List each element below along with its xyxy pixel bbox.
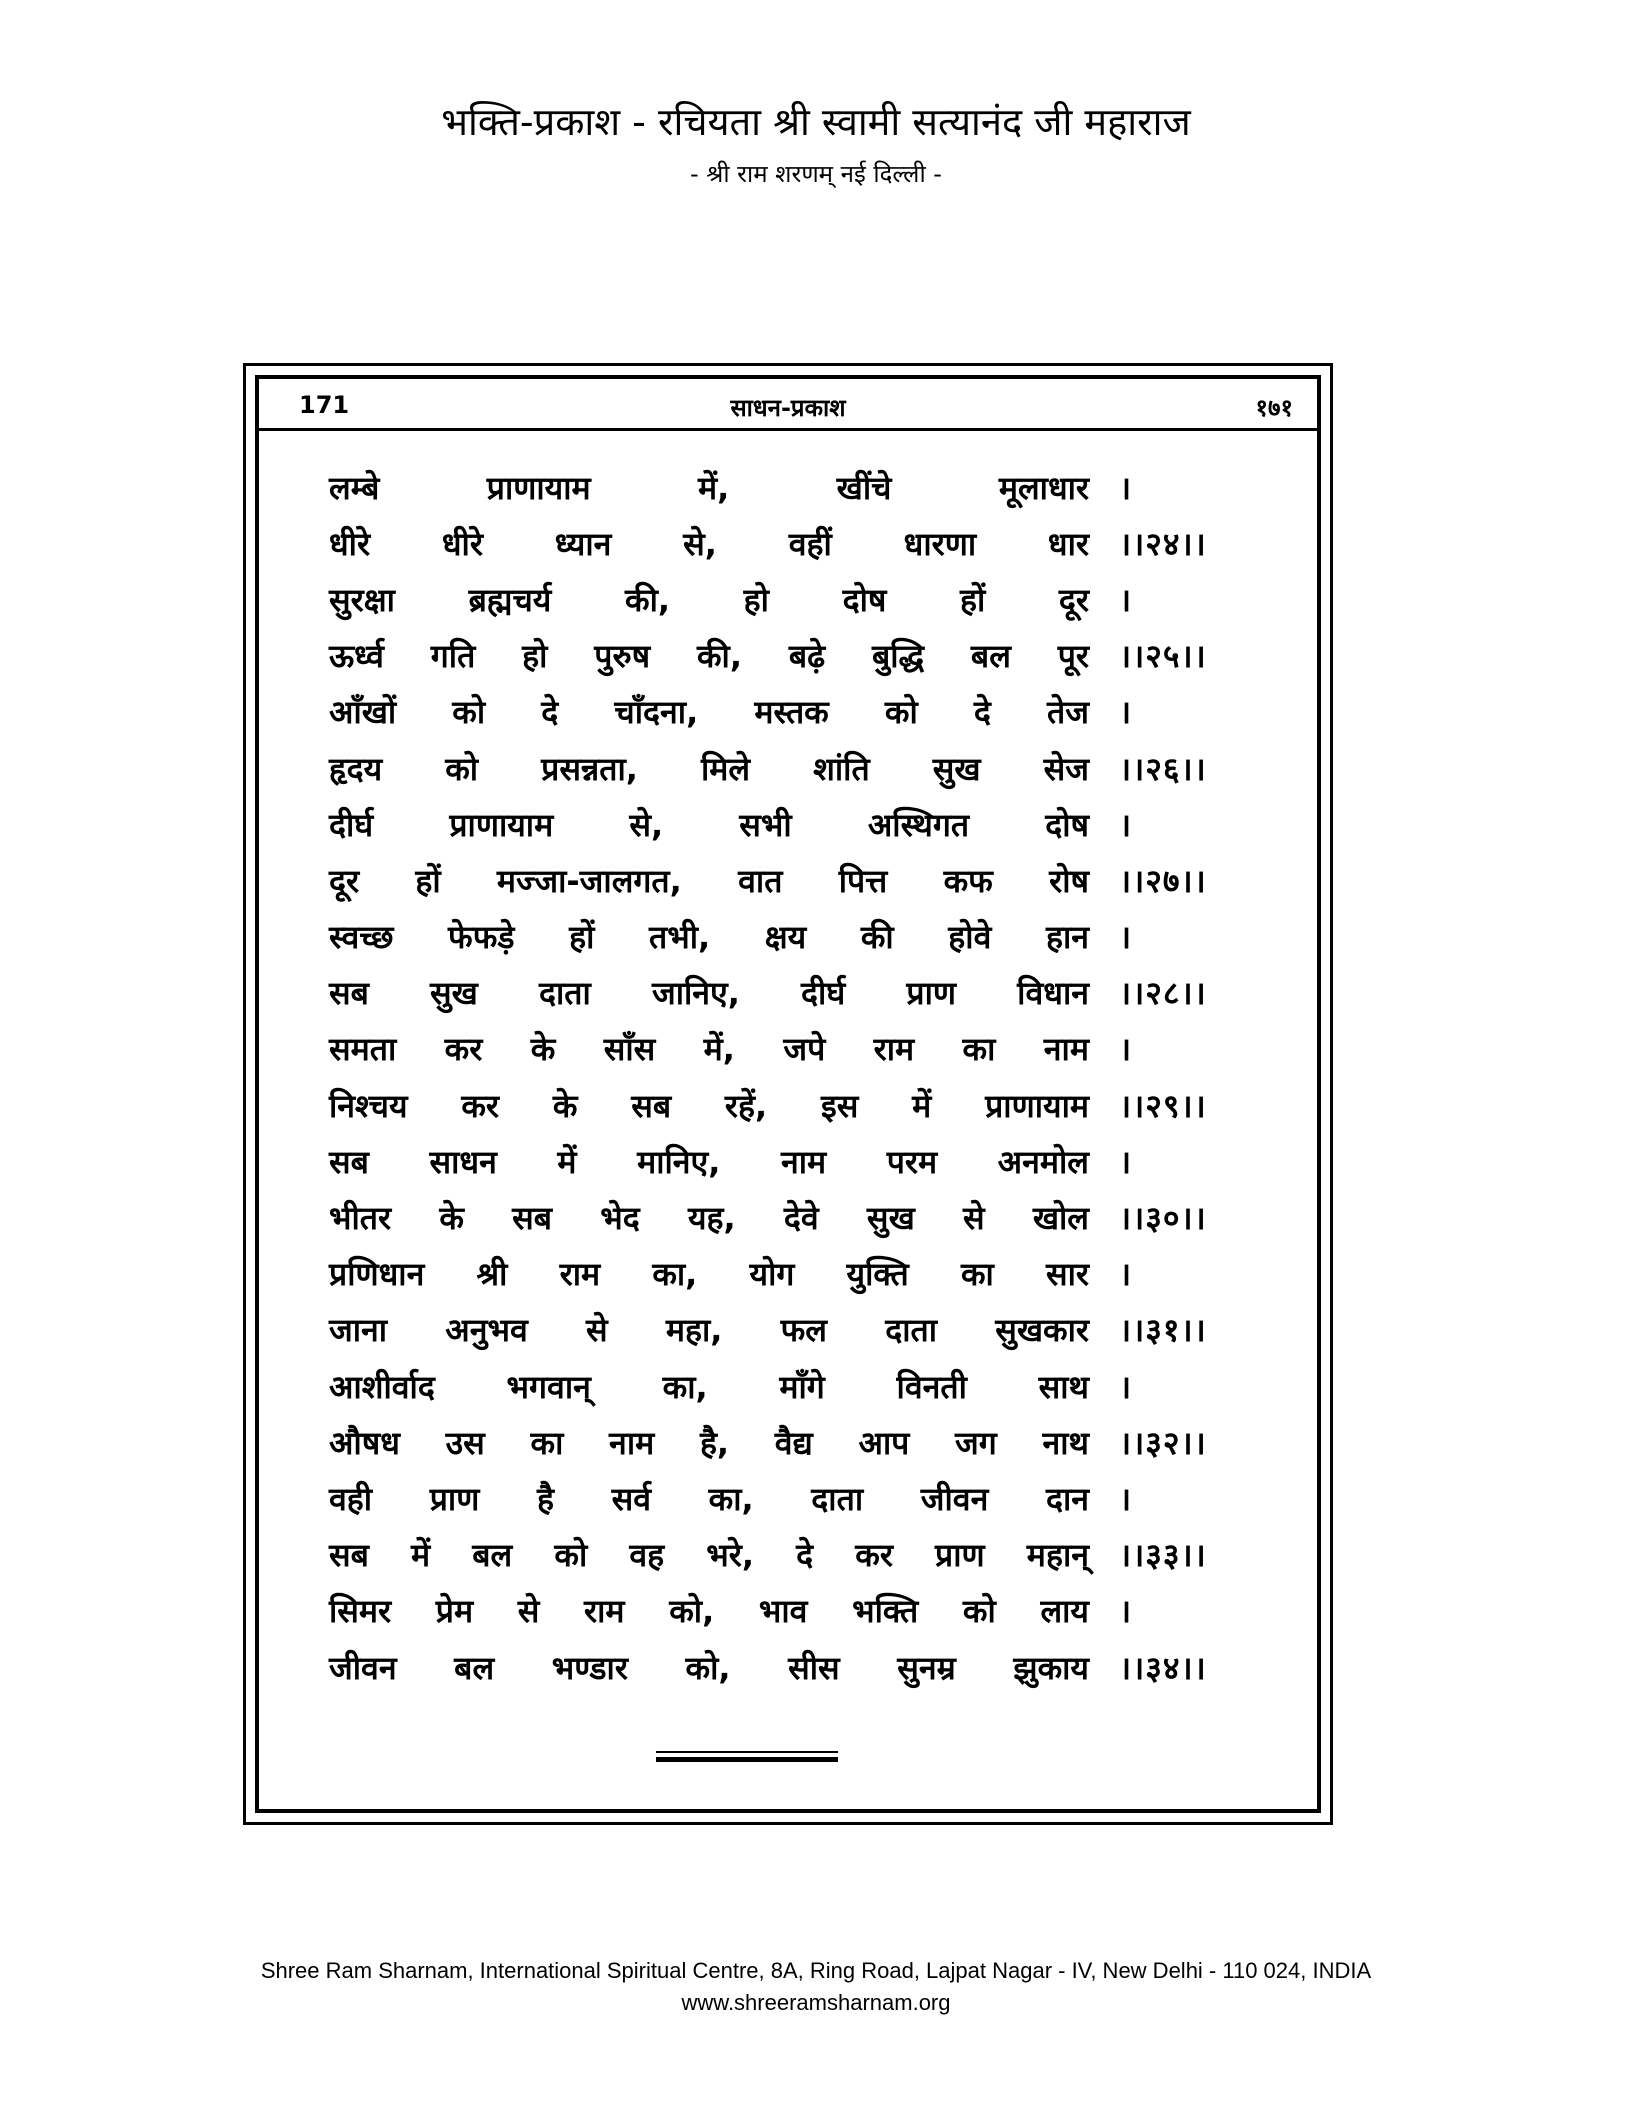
verse-end-mark: । bbox=[1119, 1479, 1133, 1518]
verse-line bbox=[329, 852, 1249, 908]
verse-line bbox=[329, 1470, 1249, 1526]
verse-line bbox=[329, 1583, 1249, 1639]
verse-line bbox=[329, 1414, 1249, 1470]
verse-text: जीवन बल भण्डार को, सीस सुनम्र झुकाय bbox=[329, 1648, 1089, 1687]
verse-number: ।।२४।। bbox=[1119, 524, 1207, 563]
verse-number: ।।२८।। bbox=[1119, 974, 1207, 1013]
verse-text: समता कर के साँस में, जपे राम का नाम bbox=[329, 1030, 1089, 1069]
verse-number: ।।२७।। bbox=[1119, 861, 1207, 900]
page-number-arabic: 171 bbox=[299, 391, 350, 419]
book-title: भक्ति-प्रकाश - रचियता श्री स्वामी सत्यानंद जी महाराज bbox=[441, 100, 1191, 144]
verse-number: ।।३१।। bbox=[1119, 1311, 1207, 1350]
verse-number: ।।३०।। bbox=[1119, 1199, 1207, 1238]
verse-number: ।।२६।। bbox=[1119, 749, 1207, 788]
verse-line bbox=[329, 628, 1249, 684]
verse-text: आशीर्वाद भगवान् का, माँगे विनती साथ bbox=[329, 1367, 1089, 1406]
verse-text: दूर हों मज्जा-जालगत, वात पित्त कफ रोष bbox=[329, 861, 1089, 900]
verse-line bbox=[329, 740, 1249, 796]
running-header bbox=[259, 379, 1317, 431]
verse-line bbox=[329, 965, 1249, 1021]
page-footer bbox=[0, 1955, 1632, 2019]
verse-text: औषध उस का नाम है, वैद्य आप जग नाथ bbox=[329, 1423, 1089, 1462]
verse-line bbox=[329, 571, 1249, 627]
section-end-rule bbox=[656, 1751, 838, 1762]
verse-end-mark: । bbox=[1119, 468, 1133, 507]
verse-line bbox=[329, 1021, 1249, 1077]
verse-end-mark: । bbox=[1119, 693, 1133, 732]
verse-line bbox=[329, 1189, 1249, 1245]
verse-line bbox=[329, 1358, 1249, 1414]
footer-website: www.shreeramsharnam.org bbox=[681, 1990, 951, 2015]
verse-line bbox=[329, 909, 1249, 965]
chapter-title: साधन-प्रकाश bbox=[730, 394, 846, 422]
verse-number: ।।३२।। bbox=[1119, 1423, 1207, 1462]
verse-line bbox=[329, 1246, 1249, 1302]
verse-end-mark: । bbox=[1119, 1592, 1133, 1631]
verse-line bbox=[329, 684, 1249, 740]
text-frame bbox=[243, 363, 1333, 1825]
verse-line bbox=[329, 1527, 1249, 1583]
footer-address: Shree Ram Sharnam, International Spiritual Centre, 8A, Ring Road, Lajpat Nagar - IV, New Delhi - 110 024, INDIA bbox=[260, 1958, 1372, 1983]
verse-text: सिमर प्रेम से राम को, भाव भक्ति को लाय bbox=[329, 1592, 1089, 1631]
verse-text: ऊर्ध्व गति हो पुरुष की, बढ़े बुद्धि बल पूर bbox=[329, 637, 1089, 676]
verse-line bbox=[329, 796, 1249, 852]
verse-number: ।।३४।। bbox=[1119, 1648, 1207, 1687]
verse-text: सब में बल को वह भरे, दे कर प्राण महान् bbox=[329, 1536, 1089, 1575]
verse-line bbox=[329, 1133, 1249, 1189]
verse-number: ।।३३।। bbox=[1119, 1536, 1207, 1575]
verse-list bbox=[329, 459, 1249, 1695]
verse-end-mark: । bbox=[1119, 580, 1133, 619]
verse-text: धीरे धीरे ध्यान से, वहीं धारणा धार bbox=[329, 524, 1089, 563]
verse-line bbox=[329, 459, 1249, 515]
page-header bbox=[0, 96, 1632, 194]
verse-end-mark: । bbox=[1119, 805, 1133, 844]
verse-text: हृदय को प्रसन्नता, मिले शांति सुख सेज bbox=[329, 749, 1089, 788]
verse-text: भीतर के सब भेद यह, देवे सुख से खोल bbox=[329, 1199, 1089, 1238]
verse-text: स्वच्छ फेफड़े हों तभी, क्षय की होवे हान bbox=[329, 918, 1089, 957]
verse-text: सब सुख दाता जानिए, दीर्घ प्राण विधान bbox=[329, 974, 1089, 1013]
verse-text: लम्बे प्राणायाम में, खींचे मूलाधार bbox=[329, 468, 1089, 507]
verse-end-mark: । bbox=[1119, 1030, 1133, 1069]
verse-end-mark: । bbox=[1119, 1255, 1133, 1294]
verse-line bbox=[329, 515, 1249, 571]
verse-line bbox=[329, 1077, 1249, 1133]
text-frame-inner bbox=[255, 375, 1321, 1813]
verse-end-mark: । bbox=[1119, 918, 1133, 957]
verse-text: आँखों को दे चाँदना, मस्तक को दे तेज bbox=[329, 693, 1089, 732]
verse-text: सब साधन में मानिए, नाम परम अनमोल bbox=[329, 1142, 1089, 1181]
verse-text: निश्चय कर के सब रहें, इस में प्राणायाम bbox=[329, 1086, 1089, 1125]
verse-line bbox=[329, 1302, 1249, 1358]
verse-text: दीर्घ प्राणायाम से, सभी अस्थिगत दोष bbox=[329, 805, 1089, 844]
verse-text: प्रणिधान श्री राम का, योग युक्ति का सार bbox=[329, 1255, 1089, 1294]
verse-text: जाना अनुभव से महा, फल दाता सुखकार bbox=[329, 1311, 1089, 1350]
book-subtitle: - श्री राम शरणम् नई दिल्ली - bbox=[690, 160, 942, 188]
verse-end-mark: । bbox=[1119, 1142, 1133, 1181]
verse-number: ।।२५।। bbox=[1119, 637, 1207, 676]
verse-end-mark: । bbox=[1119, 1367, 1133, 1406]
verse-text: वही प्राण है सर्व का, दाता जीवन दान bbox=[329, 1479, 1089, 1518]
verse-number: ।।२९।। bbox=[1119, 1086, 1207, 1125]
verse-line bbox=[329, 1639, 1249, 1695]
page-number-devanagari: १७१ bbox=[1255, 394, 1293, 422]
verse-text: सुरक्षा ब्रह्मचर्य की, हो दोष हों दूर bbox=[329, 580, 1089, 619]
